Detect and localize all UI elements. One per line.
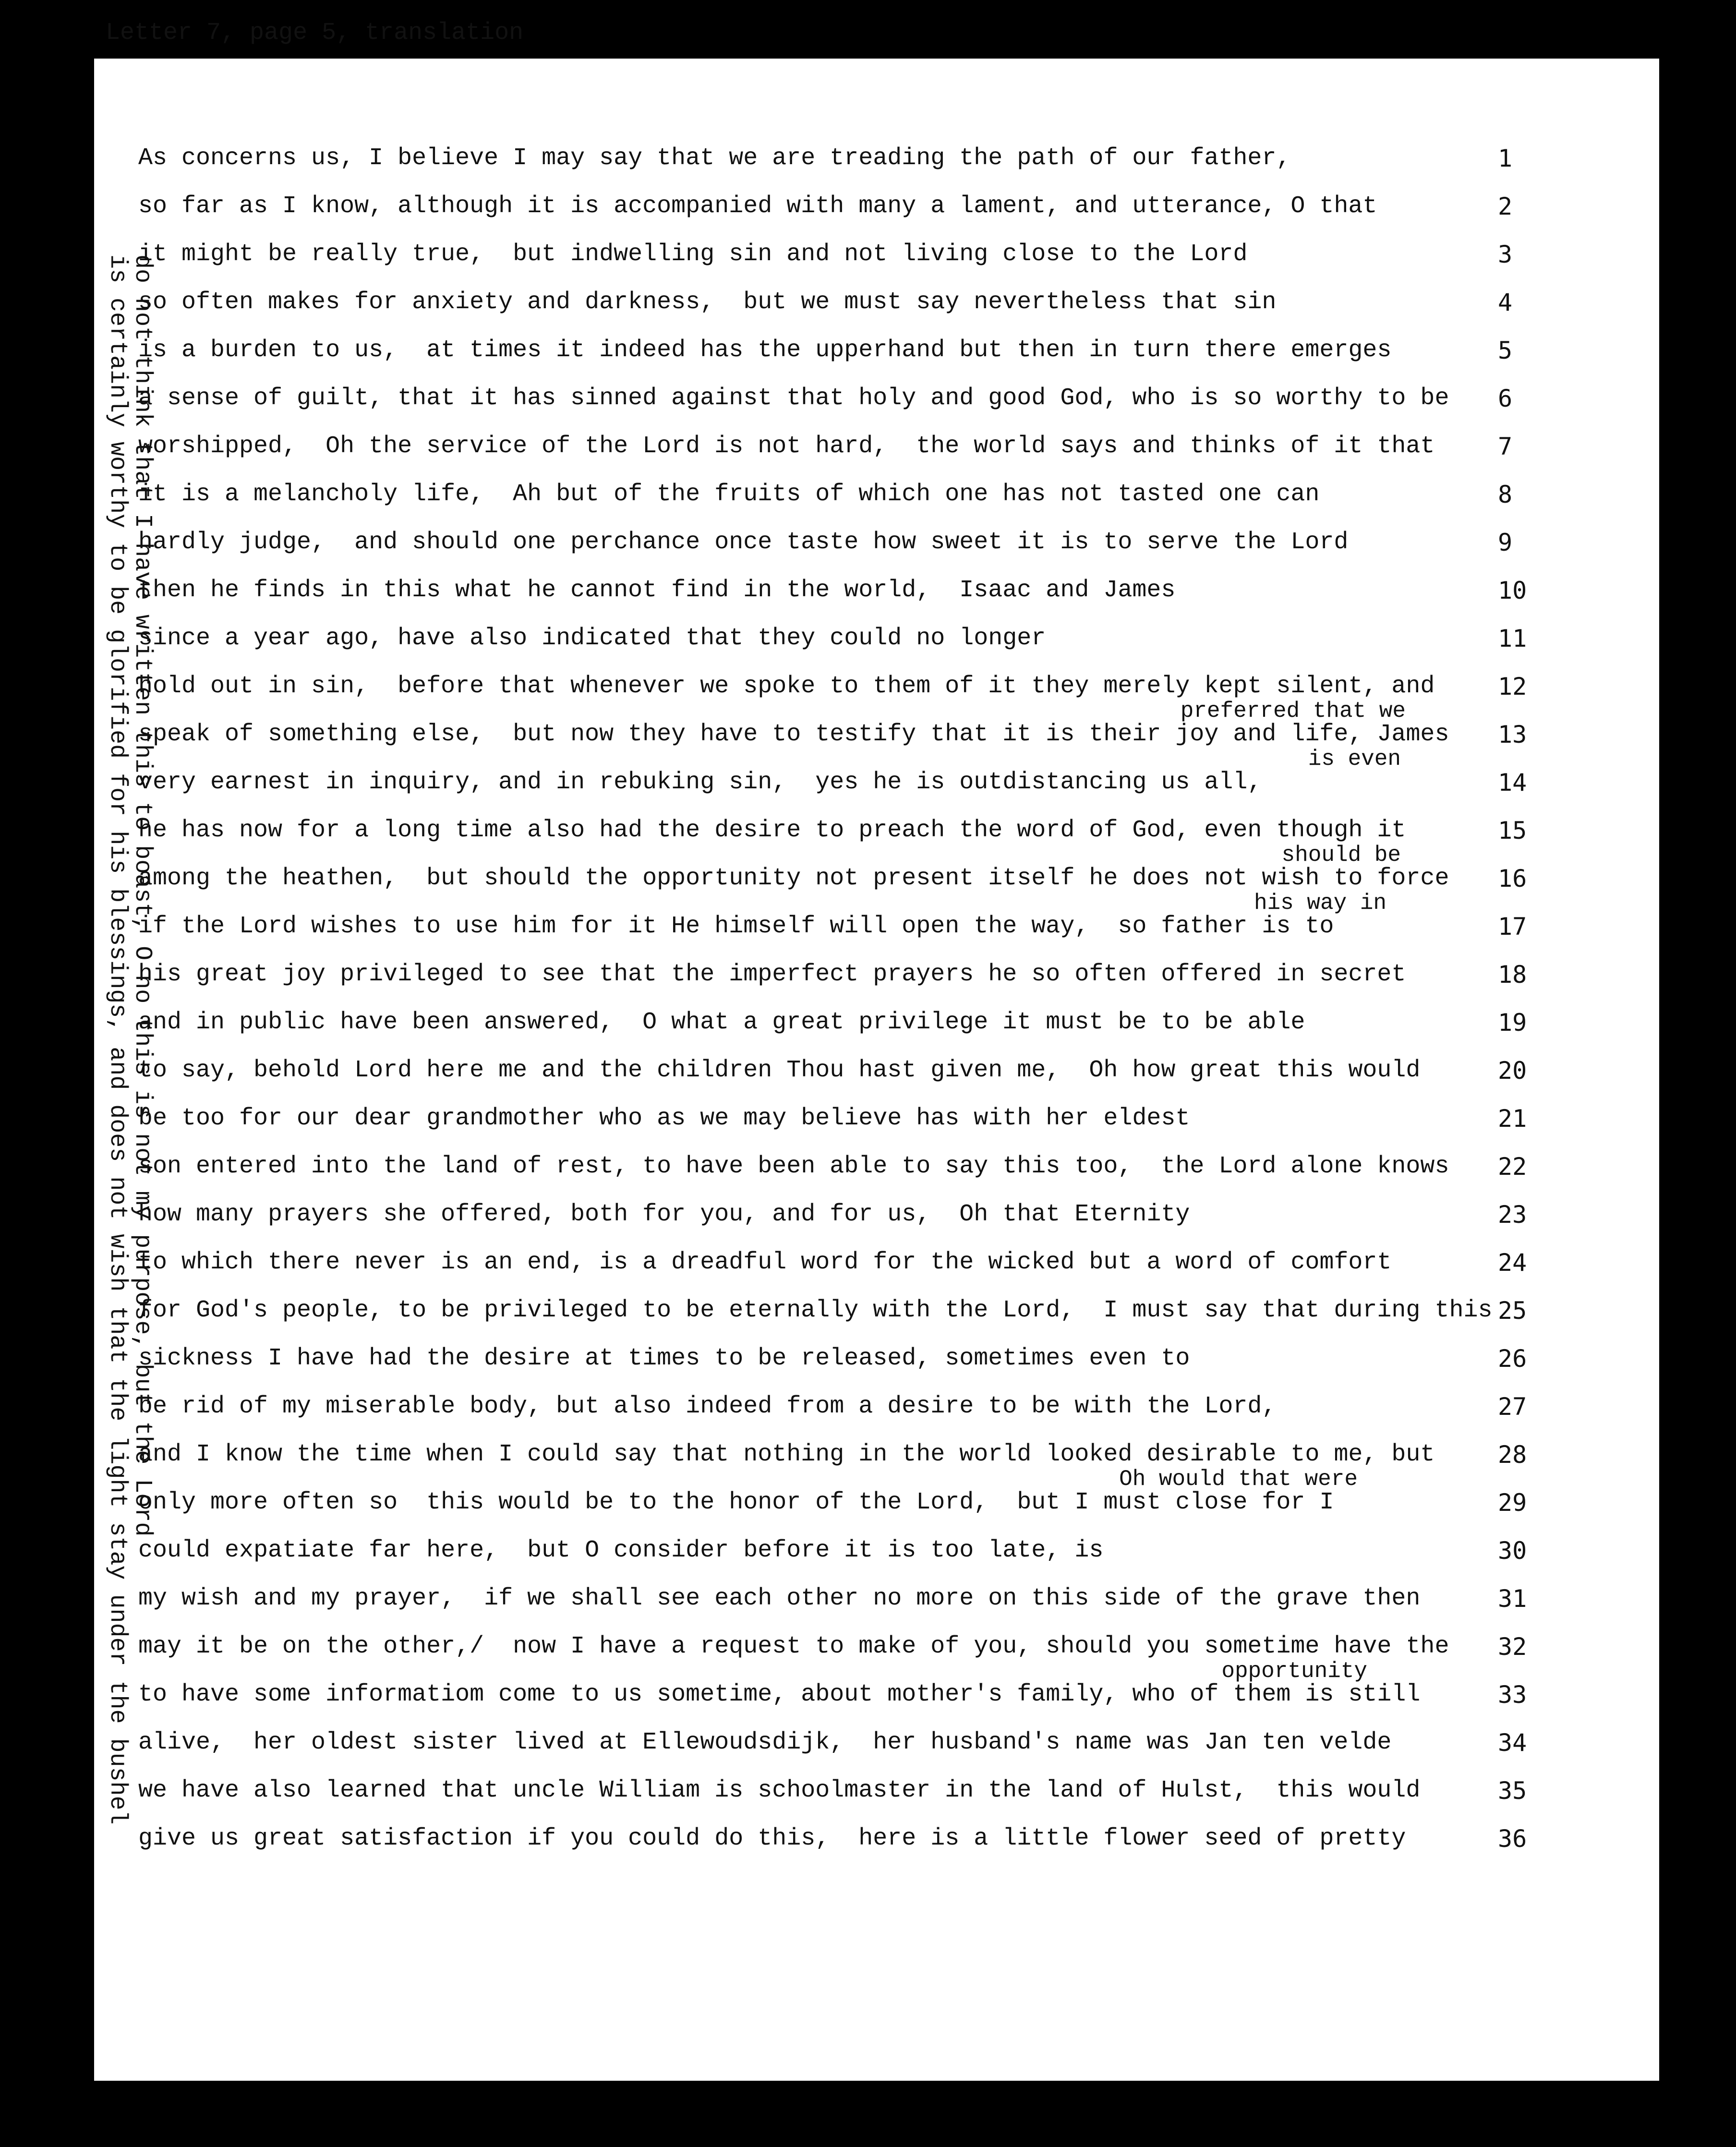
text-line-content: speak of something else, but now they have to testify that it is their joy and life, James [138,721,1449,748]
line-number: 2 [1498,193,1513,220]
text-line: we have also learned that uncle William is schoolmaster in the land of Hulst, this would [138,1777,1421,1804]
text-line [138,1623,1483,1684]
text-line-content: hold out in sin, before that whenever we spoke to them of it they merely kept silent, and [138,673,1435,700]
text-line [138,663,1483,724]
line-number: 22 [1498,1153,1527,1181]
text-line: so often makes for anxiety and darkness, but we must say nevertheless that sin [138,289,1277,316]
text-line-content: and I know the time when I could say that nothing in the world looked desirable to me, but [138,1441,1435,1468]
page-header: Letter 7, page 5, translation [106,19,524,47]
line-number: 9 [1498,529,1513,556]
line-number: 23 [1498,1201,1527,1229]
text-line-content: he has now for a long time also had the desire to preach the word of God, even though it [138,817,1406,844]
text-line: be too for our dear grandmother who as we may believe has with her eldest [138,1105,1190,1132]
line-number: 31 [1498,1585,1527,1613]
text-line: is a burden to us, at times it indeed has the upperhand but then in turn there emerges [138,337,1392,364]
text-line: his great joy privileged to see that the imperfect prayers he so often offered in secret [138,961,1406,988]
text-line: so far as I know, although it is accompanied with many a lament, and utterance, O that [138,193,1377,220]
letter-body [138,134,1493,1863]
text-line: worshipped, Oh the service of the Lord is not hard, the world says and thinks of it that [138,433,1435,460]
line-number-column [1498,134,1565,1863]
line-number: 34 [1498,1729,1527,1757]
line-number: 10 [1498,577,1527,604]
text-line: since a year ago, have also indicated that they could no longer [138,625,1046,652]
text-line: for God's people, to be privileged to be eternally with the Lord, I must say that during this [138,1297,1493,1324]
line-number: 26 [1498,1345,1527,1373]
text-line: to have some informatiom come to us sometime, about mother's family, who of them is still [138,1681,1421,1708]
line-number: 12 [1498,673,1527,700]
interlinear-insertion: opportunity [1221,1659,1367,1684]
line-number: 17 [1498,913,1527,941]
line-number: 20 [1498,1057,1527,1085]
text-line: if the Lord wishes to use him for it He himself will open the way, so father is to [138,913,1334,940]
text-line: son entered into the land of rest, to have been able to say this too, the Lord alone knows [138,1153,1449,1180]
line-number: 25 [1498,1297,1527,1325]
interlinear-insertion: Oh would that were [1119,1467,1358,1492]
text-line [138,855,1483,916]
line-number: 5 [1498,337,1513,364]
text-line: my wish and my prayer, if we shall see each other no more on this side of the grave then [138,1585,1421,1612]
line-number: 1 [1498,145,1513,172]
line-number: 21 [1498,1105,1527,1133]
text-line: be rid of my miserable body, but also indeed from a desire to be with the Lord, [138,1393,1277,1420]
text-line: alive, her oldest sister lived at Ellewoudsdijk, her husband's name was Jan ten velde [138,1729,1392,1756]
line-number: 30 [1498,1537,1527,1565]
margin-note-line: is certainly worthy to be glorified for his blessings, and does not wish that the light stay under the bushel [104,254,131,1825]
text-line-content: among the heathen, but should the opportunity not present itself he does not wish to force [138,865,1449,892]
line-number: 18 [1498,961,1527,989]
text-line: only more often so this would be to the honor of the Lord, but I must close for I [138,1489,1334,1516]
line-number: 7 [1498,433,1513,460]
line-number: 8 [1498,481,1513,508]
text-line: As concerns us, I believe I may say that we are treading the path of our father, [138,145,1291,172]
text-line [138,807,1483,868]
line-number: 13 [1498,721,1527,748]
text-line: could expatiate far here, but O consider before it is too late, is [138,1537,1104,1564]
text-line: it might be really true, but indwelling sin and not living close to the Lord [138,241,1248,268]
line-number: 32 [1498,1633,1527,1661]
line-number: 3 [1498,241,1513,268]
line-number: 4 [1498,289,1513,316]
text-line: and in public have been answered, O what a great privilege it must be to be able [138,1009,1305,1036]
text-line [138,1431,1483,1492]
text-line: then he finds in this what he cannot find in the world, Isaac and James [138,577,1176,604]
margin-note-line: do not think that I have written this to boast, O no this is not my purpose, but the Lord [129,254,156,1537]
text-line: a sense of guilt, that it has sinned against that holy and good God, who is so worthy to be [138,385,1449,412]
line-number: 27 [1498,1393,1527,1421]
line-number: 14 [1498,769,1527,796]
line-number: 29 [1498,1489,1527,1517]
interlinear-insertion: should be [1281,843,1401,868]
line-number: 35 [1498,1777,1527,1805]
line-number: 16 [1498,865,1527,893]
text-line: very earnest in inquiry, and in rebuking sin, yes he is outdistancing us all, [138,769,1262,796]
interlinear-insertion: his way in [1254,891,1386,916]
interlinear-insertion: preferred that we [1180,699,1406,724]
line-number: 11 [1498,625,1527,652]
text-line [138,711,1483,772]
text-line: how many prayers she offered, both for you, and for us, Oh that Eternity [138,1201,1190,1228]
text-line: hardly judge, and should one perchance once taste how sweet it is to serve the Lord [138,529,1349,556]
line-number: 36 [1498,1825,1527,1853]
interlinear-insertion: is even [1308,747,1401,772]
text-line: sickness I have had the desire at times to be released, sometimes even to [138,1345,1190,1372]
text-line: to say, behold Lord here me and the children Thou hast given me, Oh how great this would [138,1057,1421,1084]
text-line: to which there never is an end, is a dreadful word for the wicked but a word of comfort [138,1249,1392,1276]
text-line-content: may it be on the other,/ now I have a request to make of you, should you sometime have the [138,1633,1449,1660]
line-number: 33 [1498,1681,1527,1709]
text-line: it is a melancholy life, Ah but of the fruits of which one has not tasted one can [138,481,1320,508]
line-number: 15 [1498,817,1527,844]
line-number: 6 [1498,385,1513,412]
line-number: 28 [1498,1441,1527,1469]
line-number: 19 [1498,1009,1527,1037]
text-line: give us great satisfaction if you could do this, here is a little flower seed of pretty [138,1825,1406,1852]
line-number: 24 [1498,1249,1527,1277]
